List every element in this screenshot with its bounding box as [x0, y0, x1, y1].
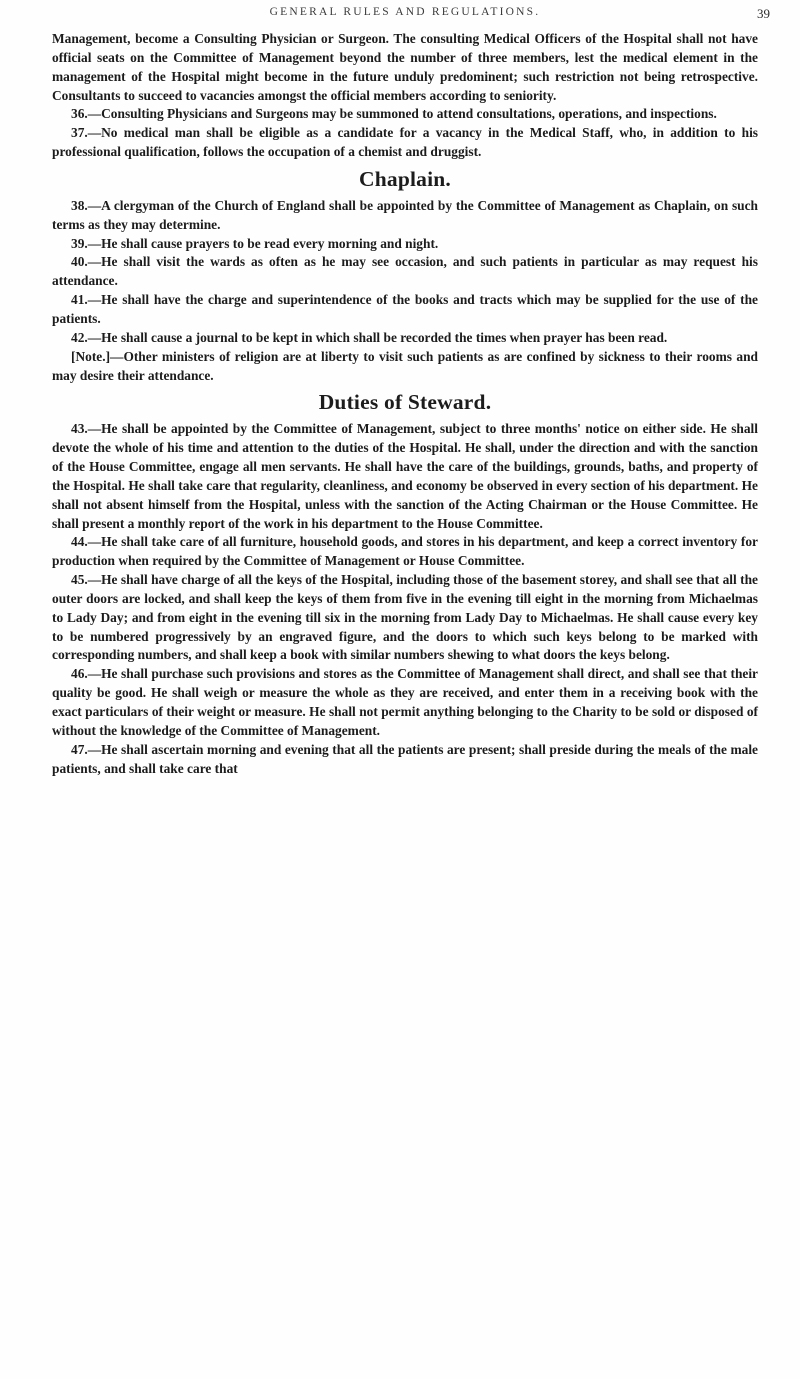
paragraph-number: 39.	[71, 235, 88, 251]
paragraph-text: He shall ascertain morning and evening that all the patients are present; shall preside during the meals of the male patients, and shall take care that	[52, 741, 758, 776]
paragraph-text: He shall have charge of all the keys of the Hospital, including those of the basement storey, and shall see that all the outer doors are locked, and shall keep the keys of them from five in the evening till eight in the morning from Michaelmas to Lady Day; and from eight in the evening till six in the morning from Lady Day to Michaelmas. He shall cause every key to be numbered progressively by an engraved figure, and the doors to which such keys belong to be marked with corresponding numbers, and shall keep a book with similar numbers shewing to what doors the keys belong.	[52, 572, 758, 663]
paragraph-37: 37.—No medical man shall be eligible as a candidate for a vacancy in the Medical Staff, who, in addition to his professional qualification, follows the occupation of a chemist and druggist.	[52, 125, 758, 160]
paragraph-text: He shall cause prayers to be read every morning and night.	[101, 235, 439, 251]
paragraph-number: 41.	[71, 292, 88, 308]
paragraph-continuation	[52, 30, 758, 105]
paragraph-text: He shall purchase such provisions and stores as the Committee of Management shall direct, and shall see that their quality be good. He shall weigh or measure the whole as they are received, and enter them in a receiving book with the exact particulars of their weight or measure. He shall not permit anything belonging to the Charity to be sold or disposed of without the knowledge of the Committee of Management.	[52, 666, 758, 738]
paragraph-text: He shall take care of all furniture, household goods, and stores in his department, and keep a correct inventory for production when required by the Committee of Management or House Committee.	[52, 534, 758, 569]
section-heading-chaplain: Chaplain.	[358, 166, 452, 191]
paragraph-44: 44.—He shall take care of all furniture, household goods, and stores in his department, and keep a correct inventory for production when required by the Committee of Management or House Committee.	[52, 534, 758, 569]
running-title: GENERAL RULES AND REGULATIONS.	[269, 6, 541, 18]
paragraph-number: 36.	[71, 106, 88, 122]
paragraph-text: A clergyman of the Church of England shall be appointed by the Committee of Management as Chaplain, on such terms as they may determine.	[52, 197, 758, 232]
paragraph-text: He shall visit the wards as often as he may see occasion, and such patients in particular as may request his attendance.	[52, 254, 758, 289]
paragraph-text: He shall cause a journal to be kept in which shall be recorded the times when prayer has been read.	[101, 329, 668, 345]
paragraph-text: He shall have the charge and superintendence of the books and tracts which may be supplied for the use of the patients.	[52, 292, 758, 326]
paragraph-43: 43.—He shall be appointed by the Committee of Management, subject to three months' notice on either side. He shall devote the whole of his time and attention to the duties of the Hospital. He shall, under the direction and with the sanction of the House Committee, engage all men servants. He shall have the care of the buildings, grounds, baths, and property of the Hospital. He shall take care that regularity, cleanliness, and economy be observed in every section of his department. He shall not absent himself from the Hospital, unless with the sanction of the Acting Chairman or the House Committee. He shall present a monthly report of the work in his department to the House Committee.	[52, 421, 758, 531]
section-heading-steward: Duties of Steward.	[318, 390, 492, 415]
paragraph-number: 45.	[71, 572, 88, 588]
paragraph-number: 40.	[71, 254, 88, 270]
page-number: 39	[757, 6, 770, 21]
paragraph-47: 47.—He shall ascertain morning and evening that all the patients are present; shall preside during the meals of the male patients, and shall take care that	[52, 741, 758, 776]
paragraph-number: 44.	[71, 534, 88, 550]
paragraph-text: Consulting Physicians and Surgeons may be summoned to attend consultations, operations, and inspections.	[101, 106, 717, 122]
paragraph-number: 43.	[71, 421, 88, 437]
body-text	[52, 30, 758, 778]
paragraph-number: [Note.]	[71, 348, 111, 364]
paragraph-36: 36.—Consulting Physicians and Surgeons may be summoned to attend consultations, operations, and inspections.	[71, 106, 717, 122]
paragraph-number: 37.	[71, 125, 88, 141]
paragraph-41: 41.—He shall have the charge and superintendence of the books and tracts which may be supplied for the use of the patients.	[52, 292, 758, 326]
paragraph-number: 38.	[71, 197, 88, 213]
paragraph-38: 38.—A clergyman of the Church of England shall be appointed by the Committee of Management as Chaplain, on such terms as they may determine.	[52, 197, 758, 232]
paragraph-45: 45.—He shall have charge of all the keys of the Hospital, including those of the basement storey, and shall see that all the outer doors are locked, and shall keep the keys of them from five in the evening till eight in the morning from Michaelmas to Lady Day; and from eight in the evening till six in the morning from Lady Day to Michaelmas. He shall cause every key to be numbered progressively by an engraved figure, and the doors to which such keys belong to be marked with corresponding numbers, and shall keep a book with similar numbers shewing to what doors the keys belong.	[52, 572, 758, 663]
paragraph-39: 39.—He shall cause prayers to be read every morning and night.	[71, 235, 439, 251]
running-head	[40, 6, 770, 28]
paragraph-number: 47.	[71, 741, 88, 757]
paragraph-number: 42.	[71, 329, 88, 345]
paragraph-text: Management, become a Consulting Physician or Surgeon. The consulting Medical Officers of the Hospital shall not have official seats on the Committee of Management beyond the number of three members, lest the medical element in the management of the Hospital might become in the future unduly predominent; such restriction not being retrospective. Consultants to succeed to vacancies amongst the official members according to seniority.	[52, 31, 758, 103]
paragraph-text: No medical man shall be eligible as a candidate for a vacancy in the Medical Staff, who, in addition to his professional qualification, follows the occupation of a chemist and druggist.	[52, 125, 758, 160]
paragraph-note: [Note.]—Other ministers of religion are at liberty to visit such patients as are confined by sickness to their rooms and may desire their attendance.	[52, 348, 758, 383]
paragraph-46: 46.—He shall purchase such provisions and stores as the Committee of Management shall direct, and shall see that their quality be good. He shall weigh or measure the whole as they are received, and enter them in a receiving book with the exact particulars of their weight or measure. He shall not permit anything belonging to the Charity to be sold or disposed of without the knowledge of the Committee of Management.	[52, 666, 758, 738]
paragraph-text: He shall be appointed by the Committee of Management, subject to three months' notice on either side. He shall devote the whole of his time and attention to the duties of the Hospital. He shall, under the direction and with the sanction of the House Committee, engage all men servants. He shall have the care of the buildings, grounds, baths, and property of the Hospital. He shall take care that regularity, cleanliness, and economy be observed in every section of his department. He shall not absent himself from the Hospital, unless with the sanction of the Acting Chairman or the House Committee. He shall present a monthly report of the work in his department to the House Committee.	[52, 421, 758, 531]
paragraph-text: Other ministers of religion are at liberty to visit such patients as are confined by sickness to their rooms and may desire their attendance.	[52, 348, 758, 383]
paragraph-40: 40.—He shall visit the wards as often as he may see occasion, and such patients in particular as may request his attendance.	[52, 254, 758, 289]
paragraph-number: 46.	[71, 666, 88, 682]
paragraph-42: 42.—He shall cause a journal to be kept in which shall be recorded the times when prayer has been read.	[71, 329, 668, 345]
